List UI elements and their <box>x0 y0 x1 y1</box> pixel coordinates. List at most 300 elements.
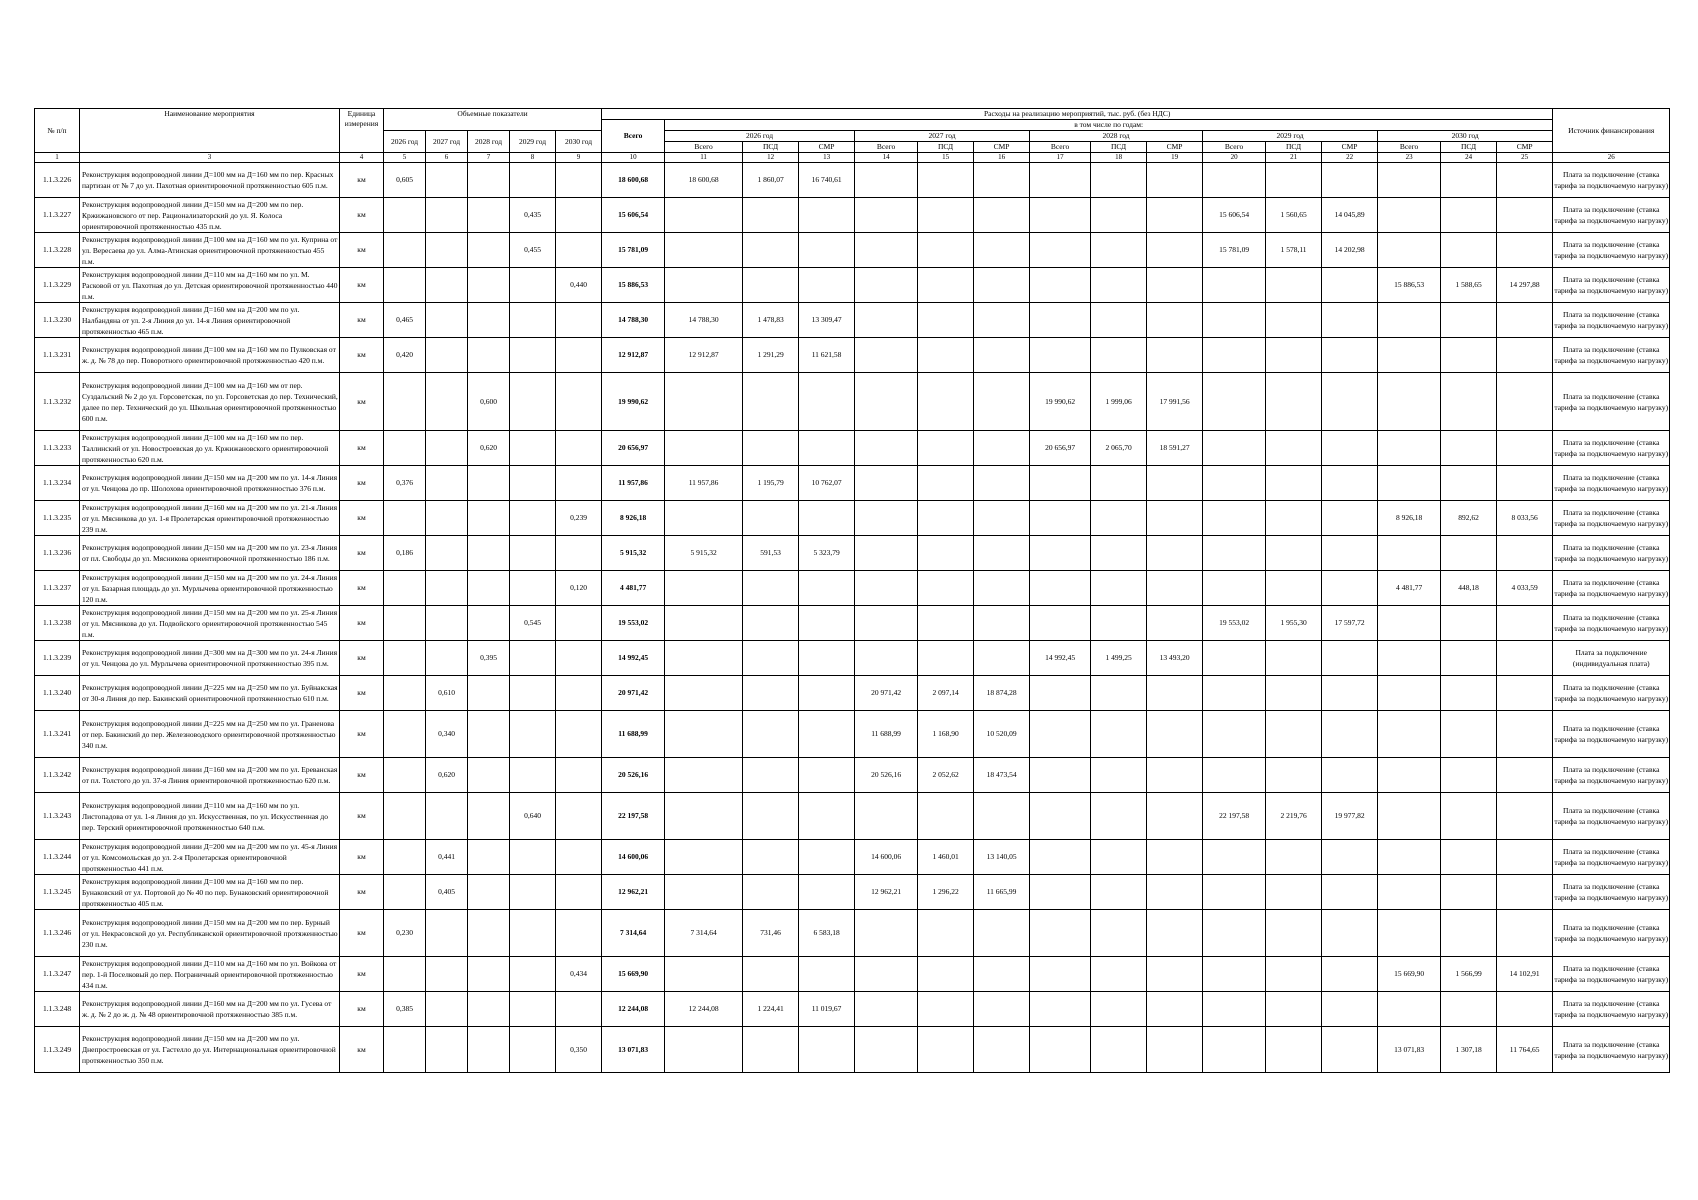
row-number: 1.1.3.237 <box>35 571 80 606</box>
cost-psd <box>1091 992 1147 1027</box>
volume-value <box>468 501 510 536</box>
measure-name: Реконструкция водопроводной линии Д=150 мм на Д=200 мм по ул. 14-я Линия от ул. Ченцова до пр. Шолохова ориентировочной протяженностью 376 п.м. <box>80 466 340 501</box>
cost-smr: 18 473,54 <box>974 758 1030 793</box>
cost-psd <box>1441 233 1497 268</box>
volume-value <box>468 910 510 957</box>
cost-total <box>1030 268 1091 303</box>
funding-source: Плата за подключение (ставка тарифа за подключаемую нагрузку) <box>1553 198 1670 233</box>
cost-total: 19 553,02 <box>1203 606 1266 641</box>
row-number: 1.1.3.234 <box>35 466 80 501</box>
cost-total <box>1203 641 1266 676</box>
volume-value <box>556 466 602 501</box>
volume-value <box>510 641 556 676</box>
cost-total <box>665 840 743 875</box>
table-header <box>35 109 1670 163</box>
cost-smr <box>974 373 1030 431</box>
cost-smr <box>974 606 1030 641</box>
cost-smr <box>974 957 1030 992</box>
measure-name: Реконструкция водопроводной линии Д=100 мм на Д=160 мм по ул. Куприна от ул. Вересаева до ул. Алма-Атинская ориентировочной протяженностью 455 п.м. <box>80 233 340 268</box>
column-index: 10 <box>602 153 665 163</box>
table-row <box>35 466 1670 501</box>
cost-psd: 2 052,62 <box>918 758 974 793</box>
cost-total: 8 926,18 <box>1378 501 1441 536</box>
cost-smr <box>974 466 1030 501</box>
cost-total <box>855 910 918 957</box>
table-row <box>35 163 1670 198</box>
cost-total: 20 971,42 <box>855 676 918 711</box>
volume-value: 0,440 <box>556 268 602 303</box>
cost-smr <box>1497 793 1553 840</box>
cost-total: 4 481,77 <box>1378 571 1441 606</box>
volume-value <box>384 711 426 758</box>
unit: км <box>340 875 384 910</box>
table-row <box>35 711 1670 758</box>
cost-psd <box>918 373 974 431</box>
measure-name: Реконструкция водопроводной линии Д=100 мм на Д=160 мм по пер. Бунаковский от ул. Портовой до № 40 по пер. Бунаковский ориентировочной протяженностью 405 п.м. <box>80 875 340 910</box>
header-no: № п/п <box>35 109 80 153</box>
cost-psd <box>1441 163 1497 198</box>
volume-value <box>556 711 602 758</box>
cost-total <box>1203 571 1266 606</box>
cost-psd <box>918 466 974 501</box>
cost-smr <box>1147 711 1203 758</box>
measure-name: Реконструкция водопроводной линии Д=100 мм на Д=160 мм по Пулковская от ж. д. № 78 до пер. Поворотного ориентировочной протяженностью 420 п.м. <box>80 338 340 373</box>
cost-smr: 13 309,47 <box>799 303 855 338</box>
volume-value <box>426 338 468 373</box>
cost-psd <box>743 571 799 606</box>
cost-smr: 14 202,98 <box>1322 233 1378 268</box>
measure-name: Реконструкция водопроводной линии Д=225 мм на Д=250 мм по ул. Буйнакская от 30-я Линия до пер. Бакинский ориентировочной протяженностью 610 п.м. <box>80 676 340 711</box>
cost-smr <box>1497 373 1553 431</box>
column-index: 6 <box>426 153 468 163</box>
cost-psd: 2 219,76 <box>1266 793 1322 840</box>
cost-smr: 4 033,59 <box>1497 571 1553 606</box>
cost-total <box>855 431 918 466</box>
cost-smr <box>974 268 1030 303</box>
cost-total <box>1030 233 1091 268</box>
volume-value <box>468 840 510 875</box>
header-source: Источник финансирования <box>1553 109 1670 153</box>
cost-psd <box>743 793 799 840</box>
cost-psd <box>1441 338 1497 373</box>
cost-smr <box>1147 233 1203 268</box>
cost-total <box>1030 840 1091 875</box>
volume-value <box>556 793 602 840</box>
cost-total: 20 526,16 <box>855 758 918 793</box>
cost-smr <box>1322 875 1378 910</box>
cost-psd <box>1266 163 1322 198</box>
cost-total <box>1030 338 1091 373</box>
column-index: 14 <box>855 153 918 163</box>
volume-value <box>468 466 510 501</box>
cost-psd <box>918 606 974 641</box>
cost-smr <box>1497 536 1553 571</box>
total-cost: 20 656,97 <box>602 431 665 466</box>
cost-psd <box>918 536 974 571</box>
total-cost: 14 992,45 <box>602 641 665 676</box>
volume-value <box>426 268 468 303</box>
cost-psd <box>1091 303 1147 338</box>
measure-name: Реконструкция водопроводной линии Д=225 мм на Д=250 мм по ул. Граненова от пер. Бакинский до пер. Железноводского ориентировочной протяженностью 340 п.м. <box>80 711 340 758</box>
cost-smr <box>1322 501 1378 536</box>
cost-smr <box>1322 676 1378 711</box>
cost-smr <box>799 641 855 676</box>
cost-smr <box>1497 233 1553 268</box>
unit: км <box>340 793 384 840</box>
cost-total <box>855 338 918 373</box>
cost-psd <box>1091 957 1147 992</box>
volume-value <box>556 338 602 373</box>
cost-smr <box>1322 957 1378 992</box>
cost-total <box>1030 303 1091 338</box>
measure-name: Реконструкция водопроводной линии Д=100 мм на Д=160 мм по пер. Красных партизан от № 7 до ул. Пахотная ориентировочной протяженностью 605 п.м. <box>80 163 340 198</box>
cost-smr <box>1322 758 1378 793</box>
header-sub-total: Всего <box>1378 142 1441 153</box>
cost-psd <box>1266 303 1322 338</box>
row-number: 1.1.3.232 <box>35 373 80 431</box>
cost-psd: 1 168,90 <box>918 711 974 758</box>
funding-source: Плата за подключение (ставка тарифа за подключаемую нагрузку) <box>1553 466 1670 501</box>
cost-total <box>1378 875 1441 910</box>
cost-psd: 1 588,65 <box>1441 268 1497 303</box>
cost-psd <box>743 198 799 233</box>
cost-psd <box>918 641 974 676</box>
cost-smr <box>799 793 855 840</box>
funding-source: Плата за подключение (ставка тарифа за подключаемую нагрузку) <box>1553 992 1670 1027</box>
column-index: 17 <box>1030 153 1091 163</box>
volume-value <box>384 957 426 992</box>
header-sub-smr: СМР <box>799 142 855 153</box>
cost-smr <box>1497 606 1553 641</box>
cost-total <box>1203 1027 1266 1073</box>
cost-total: 14 788,30 <box>665 303 743 338</box>
row-number: 1.1.3.249 <box>35 1027 80 1073</box>
cost-total: 7 314,64 <box>665 910 743 957</box>
unit: км <box>340 198 384 233</box>
measure-name: Реконструкция водопроводной линии Д=100 мм на Д=160 мм от пер. Суздальский № 2 до ул. Горсоветская, по ул. Горсоветская до пер. Технический, далее по пер. Технический до ул. Школьная ориентировочной протяженностью 600 п.м. <box>80 373 340 431</box>
unit: км <box>340 1027 384 1073</box>
volume-value <box>556 910 602 957</box>
cost-total <box>1378 910 1441 957</box>
header-sub-total: Всего <box>1203 142 1266 153</box>
cost-psd <box>1441 198 1497 233</box>
funding-source: Плата за подключение (ставка тарифа за подключаемую нагрузку) <box>1553 606 1670 641</box>
cost-psd <box>1266 641 1322 676</box>
cost-total <box>1030 536 1091 571</box>
cost-psd <box>1091 571 1147 606</box>
cost-smr <box>974 910 1030 957</box>
measure-name: Реконструкция водопроводной линии Д=150 мм на Д=200 мм по ул. 24-я Линия от ул. Базарная площадь до ул. Мурлычева ориентировочной протяженностью 120 п.м. <box>80 571 340 606</box>
cost-psd: 892,62 <box>1441 501 1497 536</box>
volume-value <box>510 676 556 711</box>
volume-value <box>510 992 556 1027</box>
header-including: в том числе по годам: <box>665 120 1553 131</box>
volume-value <box>468 606 510 641</box>
cost-smr <box>1147 571 1203 606</box>
table-row <box>35 536 1670 571</box>
cost-smr <box>1322 840 1378 875</box>
header-costs: Расходы на реализацию мероприятий, тыс. руб. (без НДС) <box>602 109 1553 120</box>
cost-psd <box>1091 758 1147 793</box>
cost-total <box>855 268 918 303</box>
total-cost: 19 990,62 <box>602 373 665 431</box>
cost-smr <box>799 431 855 466</box>
cost-total <box>1030 163 1091 198</box>
total-cost: 14 788,30 <box>602 303 665 338</box>
cost-psd <box>918 431 974 466</box>
cost-psd <box>743 676 799 711</box>
cost-smr <box>1497 875 1553 910</box>
volume-value <box>468 163 510 198</box>
cost-total <box>855 641 918 676</box>
volume-value <box>556 163 602 198</box>
table-row <box>35 268 1670 303</box>
cost-smr <box>1147 676 1203 711</box>
total-cost: 12 962,21 <box>602 875 665 910</box>
funding-source: Плата за подключение (индивидуальная плата) <box>1553 641 1670 676</box>
cost-smr <box>974 536 1030 571</box>
volume-value <box>510 910 556 957</box>
volume-value <box>556 373 602 431</box>
cost-psd <box>1266 676 1322 711</box>
cost-psd <box>743 875 799 910</box>
total-cost: 8 926,18 <box>602 501 665 536</box>
cost-total <box>855 303 918 338</box>
cost-smr <box>1497 840 1553 875</box>
cost-smr <box>1497 711 1553 758</box>
cost-smr: 14 045,89 <box>1322 198 1378 233</box>
cost-psd <box>1266 268 1322 303</box>
volume-value <box>426 163 468 198</box>
cost-psd: 1 478,83 <box>743 303 799 338</box>
measure-name: Реконструкция водопроводной линии Д=110 мм на Д=160 мм по ул. Листопадова от ул. 1-я Линия до ул. Искусственная, по ул. Искусственная до пер. Терский ориентировочной протяженностью 640 п.м. <box>80 793 340 840</box>
table-row <box>35 641 1670 676</box>
cost-smr <box>974 571 1030 606</box>
column-index: 23 <box>1378 153 1441 163</box>
volume-value <box>510 840 556 875</box>
table-row <box>35 431 1670 466</box>
row-number: 1.1.3.226 <box>35 163 80 198</box>
cost-psd <box>1266 840 1322 875</box>
cost-total <box>1203 840 1266 875</box>
cost-psd: 2 097,14 <box>918 676 974 711</box>
cost-smr <box>1497 303 1553 338</box>
volume-value <box>510 163 556 198</box>
cost-smr <box>799 501 855 536</box>
cost-psd <box>743 501 799 536</box>
cost-psd <box>918 268 974 303</box>
total-cost: 11 957,86 <box>602 466 665 501</box>
volume-value <box>556 992 602 1027</box>
cost-smr <box>1147 957 1203 992</box>
header-cost-year: 2026 год <box>665 131 855 142</box>
cost-psd <box>918 793 974 840</box>
total-cost: 15 606,54 <box>602 198 665 233</box>
measure-name: Реконструкция водопроводной линии Д=100 мм на Д=160 мм по пер. Таллинский от ул. Новостроевская до ул. Кржижановского ориентировочной протяженностью 620 п.м. <box>80 431 340 466</box>
table-row <box>35 1027 1670 1073</box>
cost-psd <box>1266 711 1322 758</box>
unit: км <box>340 840 384 875</box>
volume-value <box>384 793 426 840</box>
cost-smr <box>1322 536 1378 571</box>
row-number: 1.1.3.245 <box>35 875 80 910</box>
cost-total <box>1203 268 1266 303</box>
cost-smr <box>799 373 855 431</box>
cost-total <box>1030 606 1091 641</box>
table-row <box>35 875 1670 910</box>
volume-value <box>384 198 426 233</box>
cost-total <box>1378 198 1441 233</box>
funding-source: Плата за подключение (ставка тарифа за подключаемую нагрузку) <box>1553 501 1670 536</box>
measure-name: Реконструкция водопроводной линии Д=160 мм на Д=200 мм по ул. 21-я Линия от ул. Мясникова до ул. 1-я Пролетарская ориентировочной протяженностью 239 п.м. <box>80 501 340 536</box>
cost-smr <box>1322 1027 1378 1073</box>
cost-psd <box>1441 676 1497 711</box>
cost-total: 15 886,53 <box>1378 268 1441 303</box>
cost-total <box>1030 992 1091 1027</box>
cost-total: 19 990,62 <box>1030 373 1091 431</box>
cost-smr <box>1322 373 1378 431</box>
volume-value <box>384 1027 426 1073</box>
volume-value <box>426 466 468 501</box>
volume-value <box>510 536 556 571</box>
cost-psd: 1 566,99 <box>1441 957 1497 992</box>
cost-total <box>1378 676 1441 711</box>
measure-name: Реконструкция водопроводной линии Д=110 мм на Д=160 мм по ул. М. Расковой от ул. Пахотная до ул. Детская ориентировочной протяженностью 440 п.м. <box>80 268 340 303</box>
cost-psd <box>918 303 974 338</box>
total-cost: 22 197,58 <box>602 793 665 840</box>
cost-smr <box>1147 501 1203 536</box>
cost-total <box>1378 431 1441 466</box>
volume-value <box>510 501 556 536</box>
volume-value <box>510 957 556 992</box>
funding-source: Плата за подключение (ставка тарифа за подключаемую нагрузку) <box>1553 910 1670 957</box>
cost-smr <box>799 268 855 303</box>
cost-psd: 1 460,01 <box>918 840 974 875</box>
volume-value: 0,186 <box>384 536 426 571</box>
cost-total: 12 962,21 <box>855 875 918 910</box>
volume-value <box>468 676 510 711</box>
volume-value: 0,395 <box>468 641 510 676</box>
measure-name: Реконструкция водопроводной линии Д=160 мм на Д=200 мм по ул. Гусева от ж. д. № 2 до ж. д. № 48 ориентировочной протяженностью 385 п.м. <box>80 992 340 1027</box>
funding-source: Плата за подключение (ставка тарифа за подключаемую нагрузку) <box>1553 758 1670 793</box>
volume-value <box>556 303 602 338</box>
volume-value: 0,120 <box>556 571 602 606</box>
cost-smr <box>1147 1027 1203 1073</box>
header-sub-smr: СМР <box>974 142 1030 153</box>
cost-psd <box>1441 793 1497 840</box>
measure-name: Реконструкция водопроводной линии Д=150 мм на Д=200 мм по ул. Днепростроевская от ул. Гастелло до ул. Интернациональная ориентировочной протяженностью 350 п.м. <box>80 1027 340 1073</box>
volume-value <box>426 992 468 1027</box>
cost-psd <box>743 957 799 992</box>
volume-value: 0,610 <box>426 676 468 711</box>
cost-psd <box>743 268 799 303</box>
measure-name: Реконструкция водопроводной линии Д=200 мм на Д=200 мм по ул. 45-я Линия от ул. Комсомольская до ул. 2-я Пролетарская ориентировочной протяженностью 441 п.м. <box>80 840 340 875</box>
cost-smr: 11 764,65 <box>1497 1027 1553 1073</box>
cost-psd: 1 224,41 <box>743 992 799 1027</box>
cost-psd <box>743 431 799 466</box>
unit: км <box>340 373 384 431</box>
cost-psd <box>743 758 799 793</box>
cost-smr: 10 762,07 <box>799 466 855 501</box>
table-row <box>35 338 1670 373</box>
cost-psd <box>1091 606 1147 641</box>
table-row <box>35 233 1670 268</box>
cost-total <box>1378 233 1441 268</box>
unit: км <box>340 466 384 501</box>
cost-psd: 1 860,07 <box>743 163 799 198</box>
volume-value: 0,230 <box>384 910 426 957</box>
cost-psd <box>743 840 799 875</box>
unit: км <box>340 641 384 676</box>
volume-value <box>510 338 556 373</box>
cost-psd <box>918 501 974 536</box>
row-number: 1.1.3.230 <box>35 303 80 338</box>
cost-psd <box>1091 711 1147 758</box>
header-sub-psd: ПСД <box>1091 142 1147 153</box>
volume-value <box>468 758 510 793</box>
row-number: 1.1.3.244 <box>35 840 80 875</box>
cost-total <box>1378 711 1441 758</box>
unit: км <box>340 676 384 711</box>
unit: км <box>340 338 384 373</box>
cost-psd <box>1441 711 1497 758</box>
cost-smr: 17 597,72 <box>1322 606 1378 641</box>
cost-smr: 19 977,82 <box>1322 793 1378 840</box>
cost-total <box>1378 606 1441 641</box>
cost-total <box>665 957 743 992</box>
cost-total <box>665 501 743 536</box>
cost-total: 13 071,83 <box>1378 1027 1441 1073</box>
cost-psd <box>918 571 974 606</box>
volume-value <box>384 606 426 641</box>
volume-value <box>510 373 556 431</box>
cost-total <box>855 992 918 1027</box>
cost-smr <box>1322 711 1378 758</box>
volume-value <box>468 338 510 373</box>
cost-total <box>1030 875 1091 910</box>
cost-total: 14 992,45 <box>1030 641 1091 676</box>
volume-value <box>510 711 556 758</box>
cost-total <box>1030 676 1091 711</box>
total-cost: 13 071,83 <box>602 1027 665 1073</box>
column-index: 24 <box>1441 153 1497 163</box>
volume-value <box>468 992 510 1027</box>
cost-smr <box>799 875 855 910</box>
cost-total <box>665 793 743 840</box>
volume-value: 0,620 <box>426 758 468 793</box>
funding-source: Плата за подключение (ставка тарифа за подключаемую нагрузку) <box>1553 536 1670 571</box>
volume-value <box>426 198 468 233</box>
table-row <box>35 606 1670 641</box>
row-number: 1.1.3.233 <box>35 431 80 466</box>
volume-value <box>426 957 468 992</box>
row-number: 1.1.3.243 <box>35 793 80 840</box>
cost-total <box>855 163 918 198</box>
cost-total: 12 912,87 <box>665 338 743 373</box>
funding-source: Плата за подключение (ставка тарифа за подключаемую нагрузку) <box>1553 373 1670 431</box>
volume-value <box>426 303 468 338</box>
cost-psd <box>1441 303 1497 338</box>
cost-smr <box>799 606 855 641</box>
total-cost: 14 600,06 <box>602 840 665 875</box>
cost-total <box>665 571 743 606</box>
volume-value <box>384 373 426 431</box>
total-cost: 19 553,02 <box>602 606 665 641</box>
cost-total <box>665 198 743 233</box>
funding-source: Плата за подключение (ставка тарифа за подключаемую нагрузку) <box>1553 571 1670 606</box>
header-volume-year: 2028 год <box>468 131 510 153</box>
unit: км <box>340 758 384 793</box>
